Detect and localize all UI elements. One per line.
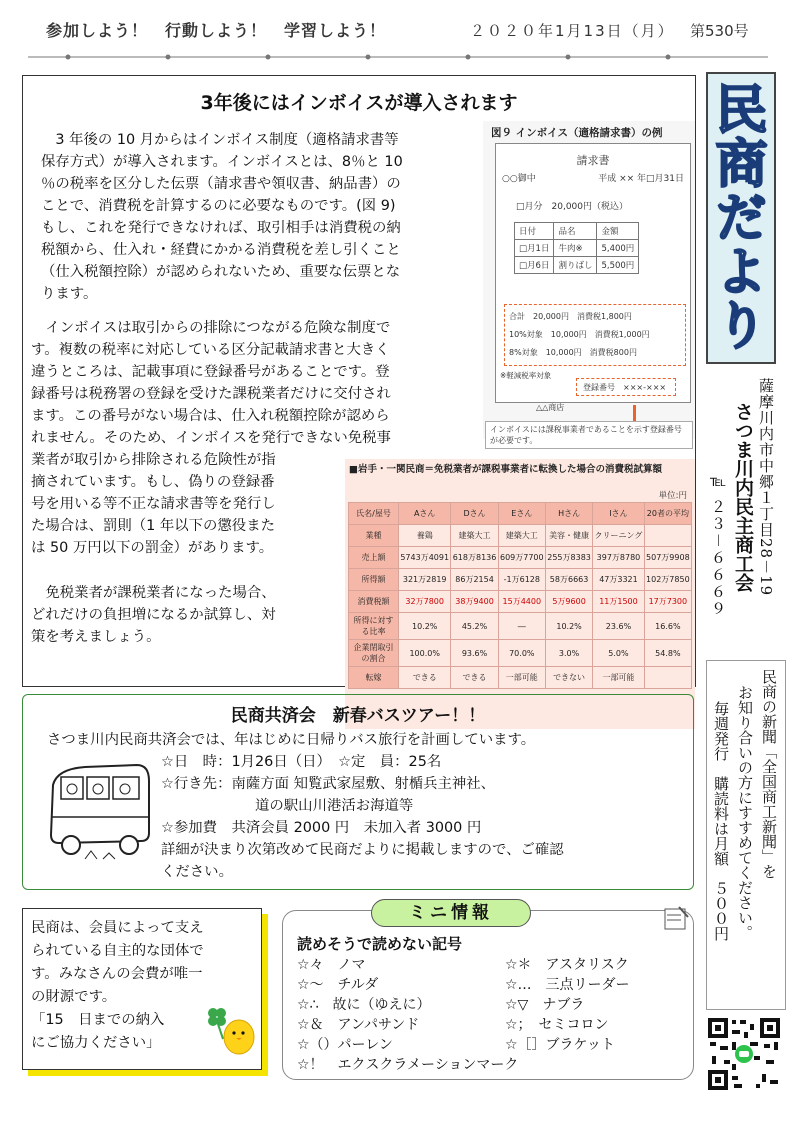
- page-header: [30, 12, 770, 46]
- table-cell: 15万4400: [498, 591, 545, 613]
- article-line: どれだけの負担増になるか試算し、対: [31, 607, 276, 623]
- promo-line: 毎週発行 購読料は月額 ５００円: [712, 701, 730, 941]
- tax-breakdown-line: 合計 20,000円 消費税1,800円: [509, 312, 632, 321]
- masthead: [706, 72, 776, 364]
- article-line: もし、これを発行できなければ、取引相手は消費税の納: [41, 220, 401, 236]
- tax-table-title: ■岩手・一関民商＝免税業者が課税事業者に転換した場合の消費税試算額: [349, 464, 662, 475]
- article-closing: [31, 582, 341, 648]
- symbol-item: ☆（）パーレン: [297, 1037, 393, 1053]
- table-cell: できる: [399, 667, 451, 689]
- table-header-cell: 氏名/屋号: [349, 503, 399, 525]
- promo-line: 民商の新聞「全国商工新聞」を: [760, 669, 778, 879]
- bus-tour-title: 民商共済会 新春バスツアー！！: [230, 706, 486, 726]
- dues-line: にご協力ください」: [31, 1035, 161, 1051]
- dues-line: の財源です。: [31, 989, 117, 1005]
- table-cell: □月1日: [515, 240, 554, 257]
- table-cell: 93.6%: [451, 640, 498, 667]
- table-cell: 100.0%: [399, 640, 451, 667]
- table-cell: 一部可能: [498, 667, 545, 689]
- bus-tour-detail: 詳細が決まり次第改めて民商だよりに掲載しますので、ご確認: [161, 842, 564, 858]
- article-line: 業者が取引から排除される危険性が指: [31, 452, 276, 468]
- notepad-icon: [661, 903, 691, 933]
- tax-data-table: [348, 502, 692, 689]
- masthead-title: 民商だより: [706, 82, 767, 352]
- table-cell: 養鶏: [399, 525, 451, 547]
- issuer-name: △△商店: [536, 403, 565, 412]
- invoice-article: [22, 75, 696, 687]
- table-cell: 32万7800: [399, 591, 451, 613]
- table-cell: 建築大工: [451, 525, 498, 547]
- table-cell: 一部可能: [593, 667, 645, 689]
- invoice-sheet-title: 請求書: [576, 154, 610, 167]
- invoice-date: 平成 ×× 年□月31日: [598, 174, 684, 184]
- article-body-narrow: [31, 449, 341, 559]
- table-cell: できない: [545, 667, 592, 689]
- article-line: ％の税率を区分した伝票（請求書や領収書、納品書）の: [41, 176, 401, 192]
- table-cell: 45.2%: [451, 613, 498, 640]
- bus-tour-destination: ☆行き先：南薩方面 知覧武家屋敷、射楯兵主神社、: [161, 776, 496, 792]
- tax-simulation-table: [345, 459, 695, 729]
- mini-info-subtitle: 読めそうで読めない記号: [297, 935, 463, 953]
- article-line: 保存方式）が導入されます。インボイスとは、8％と 10: [41, 154, 403, 170]
- table-cell: 17万7300: [644, 591, 691, 613]
- reduced-rate-note: ※軽減税率対象: [500, 371, 552, 380]
- table-header-cell: Aさん: [399, 503, 451, 525]
- qr-code-icon[interactable]: [706, 1016, 782, 1092]
- table-header-cell: 品名: [554, 223, 597, 240]
- table-cell: [644, 525, 691, 547]
- table-cell: 70.0%: [498, 640, 545, 667]
- newspaper-promo: [706, 660, 786, 1010]
- table-row-label: 売上額: [349, 547, 399, 569]
- symbol-item: ☆＆ アンパサンド: [297, 1017, 420, 1033]
- table-cell: 255万8383: [545, 547, 592, 569]
- symbol-item: ☆▽ ナブラ: [505, 997, 585, 1013]
- org-address: 薩摩川内市中郷１丁目28－19: [757, 378, 775, 597]
- table-cell: クリーニング: [593, 525, 645, 547]
- figure-title: 図９ インボイス（適格請求書）の例: [491, 127, 663, 139]
- table-cell: 3.0%: [545, 640, 592, 667]
- invoice-sheet: [495, 143, 691, 412]
- table-cell: □月6日: [515, 257, 554, 274]
- table-row: [349, 640, 692, 667]
- table-cell: 5,400円: [597, 240, 639, 257]
- table-cell: 11万1500: [593, 591, 645, 613]
- table-cell: 10.2%: [545, 613, 592, 640]
- header-slogan: 参加しよう！ 行動しよう！ 学習しよう！: [46, 21, 387, 40]
- article-line: す。複数の税率に対応している区分記載請求書と大きく: [31, 342, 390, 358]
- table-row-label: 所得に対する比率: [349, 613, 399, 640]
- bus-tour-datetime: ☆日 時：1月26日（日） ☆定 員：25名: [161, 754, 442, 770]
- table-cell: 58万6663: [545, 569, 592, 591]
- invoice-example-figure: [483, 121, 695, 445]
- table-row: [515, 223, 639, 240]
- table-cell: 5,500円: [597, 257, 639, 274]
- table-cell: 5743万4091: [399, 547, 451, 569]
- dues-line: す。みなさんの会費が唯一: [31, 966, 203, 982]
- invoice-items-table: [514, 222, 639, 274]
- table-row-label: 転嫁: [349, 667, 399, 689]
- table-row-label: 業種: [349, 525, 399, 547]
- table-header-cell: Dさん: [451, 503, 498, 525]
- article-line: インボイスは取引からの排除につながる危険な制度で: [31, 320, 391, 336]
- table-cell: ―: [498, 613, 545, 640]
- article-body: [31, 317, 481, 449]
- table-cell: 割りばし: [554, 257, 597, 274]
- symbol-item: ☆… 三点リーダー: [505, 977, 630, 993]
- article-line: 摘されています。もし、偽りの登録番: [31, 474, 275, 490]
- contact-block: [704, 372, 784, 668]
- table-header-cell: 20者の平均: [644, 503, 691, 525]
- table-cell: 609万7700: [498, 547, 545, 569]
- table-cell: 5万9600: [545, 591, 592, 613]
- dues-line: られている自主的な団体で: [31, 943, 204, 959]
- table-row: [349, 667, 692, 689]
- article-line: は 50 万円以下の罰金）があります。: [31, 540, 274, 556]
- dues-line: 民商は、会員によって支え: [31, 920, 204, 936]
- table-cell: 102万7850: [644, 569, 691, 591]
- figure-caption: インボイスには課税事業者であることを示す登録番号が必要です。: [485, 421, 693, 449]
- table-cell: 16.6%: [644, 613, 691, 640]
- registration-number-box: 登録番号 ×××-×××: [576, 378, 676, 396]
- bus-illustration-icon: [45, 755, 157, 863]
- article-line: 免税業者が課税業者になった場合、: [31, 585, 276, 601]
- tax-breakdown-box: [504, 304, 686, 366]
- invoice-subtotal: □月分 20,000円（税込）: [516, 202, 628, 212]
- table-cell: 47万3321: [593, 569, 645, 591]
- bus-tour-detail: ください。: [161, 864, 233, 880]
- bus-tour-fee: ☆参加費 共済会員 2000 円 未加入者 3000 円: [161, 820, 482, 836]
- article-line: 税額から、仕入れ・経費にかかる消費税を差し引くこと: [41, 242, 401, 258]
- table-row: [349, 525, 692, 547]
- table-header-cell: 金額: [597, 223, 639, 240]
- table-header-cell: Iさん: [593, 503, 645, 525]
- article-line: （仕入税額控除）が認められないため、重要な伝票とな: [41, 264, 401, 280]
- dues-notice: [22, 908, 262, 1070]
- bus-tour-destination: 道の駅山川港活お海道等: [255, 798, 414, 814]
- article-line: れません。そのため、インボイスを発行できない免税事: [31, 430, 391, 446]
- table-row-label: 消費税額: [349, 591, 399, 613]
- symbol-item: ☆！ エクスクラメーションマーク: [297, 1057, 519, 1073]
- symbol-item: ☆∴ 故に（ゆえに）: [297, 997, 431, 1013]
- symbol-item: ☆； セミコロン: [505, 1017, 609, 1033]
- table-cell: 牛肉※: [554, 240, 597, 257]
- symbol-item: ☆～ チルダ: [297, 977, 379, 993]
- table-row: [515, 240, 639, 257]
- article-line: 号を用いる等不正な請求書等を発行し: [31, 496, 276, 512]
- issue-number: 第530号: [690, 22, 749, 40]
- table-row: [349, 613, 692, 640]
- table-cell: 10.2%: [399, 613, 451, 640]
- article-line: 違うところは、記載事項に登録番号があることです。登: [31, 364, 390, 380]
- article-line: ことで、消費税を計算するのに必要なものです。(図 9): [41, 198, 396, 214]
- table-row: [349, 547, 692, 569]
- mini-info-box: [282, 903, 694, 1080]
- symbol-item: ☆＊ アスタリスク: [505, 957, 629, 973]
- table-cell: 618万8136: [451, 547, 498, 569]
- article-line: ります。: [41, 286, 98, 302]
- bus-tour-intro: さつま川内民商共済会では、年はじめに日帰りバス旅行を計画しています。: [47, 732, 536, 748]
- table-cell: 397万8780: [593, 547, 645, 569]
- table-header-cell: 日付: [515, 223, 554, 240]
- bus-tour-notice: [22, 694, 694, 890]
- tax-table-unit: 単位:円: [658, 491, 687, 501]
- article-line: ます。この番号がない場合は、仕入れ税額控除が認めら: [31, 408, 390, 424]
- table-cell: 5.0%: [593, 640, 645, 667]
- table-cell: 507万9908: [644, 547, 691, 569]
- table-cell: 321万2819: [399, 569, 451, 591]
- table-row-label: 企業閉取引の割合: [349, 640, 399, 667]
- header-divider: [28, 52, 768, 62]
- table-cell: 54.8%: [644, 640, 691, 667]
- table-cell: 23.6%: [593, 613, 645, 640]
- table-header-cell: Hさん: [545, 503, 592, 525]
- table-row: [349, 591, 692, 613]
- article-line: 3 年後の 10 月からはインボイス制度（適格請求書等: [41, 132, 399, 148]
- table-header-cell: Eさん: [498, 503, 545, 525]
- issue-date: ２０２０年1月13日（月）: [470, 22, 675, 40]
- article-line: 録番号は税務署の登録を受けた課税業者だけに交付され: [31, 386, 391, 402]
- table-cell: [644, 667, 691, 689]
- symbol-item: ☆々 ノマ: [297, 957, 366, 973]
- promo-line: お知り合いの方にすすめてください。: [736, 685, 754, 940]
- chick-clover-icon: [203, 1005, 259, 1061]
- article-line: た場合は、罰則（1 年以下の懲役また: [31, 518, 275, 534]
- article-intro: [41, 129, 481, 305]
- table-cell: 美容・健康: [545, 525, 592, 547]
- symbol-item: ☆［］ブラケット: [505, 1037, 615, 1053]
- table-row: [515, 257, 639, 274]
- dues-line: 「15 日までの納入: [31, 1012, 165, 1028]
- article-line: 策を考えましょう。: [31, 629, 161, 645]
- mini-info-badge: ミニ情報: [371, 899, 531, 927]
- article-headline: 3年後にはインボイスが導入されます: [200, 92, 518, 114]
- table-row: [349, 503, 692, 525]
- table-cell: できる: [451, 667, 498, 689]
- table-row: [349, 569, 692, 591]
- table-cell: 建築大工: [498, 525, 545, 547]
- org-phone: ℡ ２３－６６６９: [709, 472, 727, 618]
- org-name: さつま川内民主商工会: [732, 402, 754, 592]
- table-cell: 86万2154: [451, 569, 498, 591]
- invoice-recipient: ○○御中: [502, 174, 536, 184]
- table-row-label: 所得額: [349, 569, 399, 591]
- table-cell: -1万6128: [498, 569, 545, 591]
- tax-breakdown-line: 10%対象 10,000円 消費税1,000円: [509, 330, 650, 339]
- table-cell: 38万9400: [451, 591, 498, 613]
- tax-breakdown-line: 8%対象 10,000円 消費税800円: [509, 348, 637, 357]
